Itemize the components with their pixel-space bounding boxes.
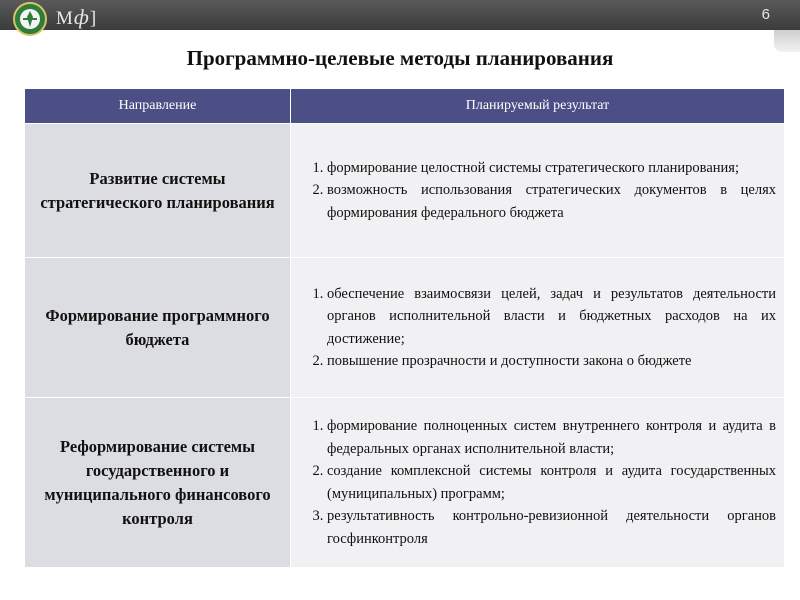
direction-cell: Развитие системы стратегического планирования bbox=[25, 124, 291, 258]
direction-cell: Формирование программного бюджета bbox=[25, 258, 291, 398]
planning-table bbox=[24, 88, 785, 568]
top-bar bbox=[0, 0, 800, 30]
logo-text: Мф] bbox=[56, 5, 98, 29]
result-item: 1. обеспечение взаимосвязи целей, задач и результатов деятельности органов исполнительной власти и бюджетных расходов на их достижение; bbox=[327, 283, 776, 351]
column-header-result: Планируемый результат bbox=[291, 89, 785, 124]
page-number: 6 bbox=[761, 6, 770, 23]
table-row bbox=[25, 124, 785, 258]
table-header-row bbox=[25, 89, 785, 124]
result-item: 2. повышение прозрачности и доступности закона о бюджете bbox=[327, 350, 776, 373]
table-row bbox=[25, 258, 785, 398]
result-item: 1. формирование целостной системы стратегического планирования; bbox=[327, 157, 776, 180]
result-cell bbox=[291, 398, 785, 568]
emblem-icon bbox=[12, 1, 48, 37]
result-cell bbox=[291, 124, 785, 258]
result-item: 2. создание комплексной системы контроля и аудита государственных (муниципальных) программ; bbox=[327, 460, 776, 505]
result-cell bbox=[291, 258, 785, 398]
result-list bbox=[295, 415, 776, 550]
direction-cell: Реформирование системы государственного и муниципального финансового контроля bbox=[25, 398, 291, 568]
result-list bbox=[295, 283, 776, 373]
column-header-direction: Направление bbox=[25, 89, 291, 124]
result-item: 2. возможность использования стратегических документов в целях формирования федерального бюджета bbox=[327, 179, 776, 224]
result-item: 1. формирование полноценных систем внутреннего контроля и аудита в федеральных органах исполнительной власти; bbox=[327, 415, 776, 460]
result-item: 3. результативность контрольно-ревизионной деятельности органов госфинконтроля bbox=[327, 505, 776, 550]
result-list bbox=[295, 157, 776, 225]
table-row bbox=[25, 398, 785, 568]
page-title: Программно-целевые методы планирования bbox=[186, 46, 614, 70]
